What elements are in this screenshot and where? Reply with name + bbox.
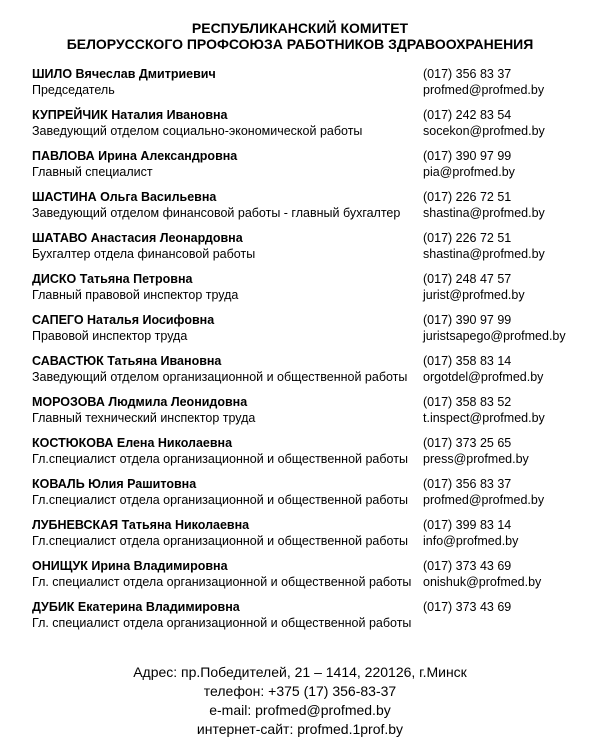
contact-left (32, 517, 423, 549)
contact-right (423, 599, 590, 631)
contact-email: orgotdel@profmed.by (423, 370, 544, 384)
contact-right (423, 517, 590, 549)
contact-right (423, 271, 590, 303)
contact-email: profmed@profmed.by (423, 493, 545, 507)
contact-left (32, 394, 423, 426)
contact-email: press@profmed.by (423, 452, 529, 466)
contact-position: Заведующий отделом социально-экономической работы (32, 124, 363, 138)
contact-right (423, 353, 590, 385)
contact-position: Главный специалист (32, 165, 153, 179)
contact-right (423, 230, 590, 262)
contact-position: Заведующий отделом финансовой работы - главный бухгалтер (32, 206, 401, 220)
contact-name: КОВАЛЬ Юлия Рашитовна (32, 477, 197, 491)
contact-position: Правовой инспектор труда (32, 329, 188, 343)
page-title (0, 20, 600, 52)
contact-right (423, 435, 590, 467)
contact-row (32, 517, 590, 549)
contact-right (423, 66, 590, 98)
contact-name: КОСТЮКОВА Елена Николаевна (32, 436, 233, 450)
contact-left (32, 271, 423, 303)
page-title-line1: РЕСПУБЛИКАНСКИЙ КОМИТЕТ (191, 20, 409, 36)
contact-phone: (017) 226 72 51 (423, 231, 512, 245)
contact-right (423, 476, 590, 508)
contact-phone: (017) 390 97 99 (423, 149, 512, 163)
contact-row (32, 476, 590, 508)
contact-left (32, 476, 423, 508)
contact-row (32, 394, 590, 426)
contact-left (32, 312, 423, 344)
contact-position: Гл. специалист отдела организационной и общественной работы (32, 616, 412, 630)
contact-name: ПАВЛОВА Ирина Александровна (32, 149, 238, 163)
contact-phone: (017) 373 43 69 (423, 600, 512, 614)
contact-left (32, 353, 423, 385)
contact-phone: (017) 356 83 37 (423, 67, 512, 81)
contact-phone: (017) 373 25 65 (423, 436, 512, 450)
contact-position: Председатель (32, 83, 115, 97)
contact-row (32, 353, 590, 385)
footer-email: e-mail: profmed@profmed.by (209, 702, 391, 718)
contact-name: САВАСТЮК Татьяна Ивановна (32, 354, 222, 368)
footer-address: Адрес: пр.Победителей, 21 – 1414, 220126, г.Минск (133, 664, 467, 680)
contact-row (32, 558, 590, 590)
contact-name: ОНИЩУК Ирина Владимировна (32, 559, 228, 573)
contact-left (32, 435, 423, 467)
footer-phone: телефон: +375 (17) 356-83-37 (203, 683, 397, 699)
contact-left (32, 230, 423, 262)
contact-phone: (017) 358 83 52 (423, 395, 512, 409)
contact-name: ДУБИК Екатерина Владимировна (32, 600, 240, 614)
contact-name: КУПРЕЙЧИК Наталия Ивановна (32, 108, 228, 122)
contact-left (32, 189, 423, 221)
contact-position: Гл.специалист отдела организационной и общественной работы (32, 493, 408, 507)
contact-email: socekon@profmed.by (423, 124, 545, 138)
contact-position: Гл. специалист отдела организационной и общественной работы (32, 575, 412, 589)
contact-email: shastina@profmed.by (423, 247, 545, 261)
contact-left (32, 107, 423, 139)
contact-right (423, 394, 590, 426)
contact-row (32, 107, 590, 139)
contact-phone: (017) 399 83 14 (423, 518, 512, 532)
contact-name: ЛУБНЕВСКАЯ Татьяна Николаевна (32, 518, 250, 532)
contact-left (32, 558, 423, 590)
contact-name: МОРОЗОВА Людмила Леонидовна (32, 395, 248, 409)
contact-row (32, 312, 590, 344)
contact-left (32, 148, 423, 180)
contact-position: Гл.специалист отдела организационной и общественной работы (32, 452, 408, 466)
contact-phone: (017) 390 97 99 (423, 313, 512, 327)
contact-name: ДИСКО Татьяна Петровна (32, 272, 193, 286)
contact-email: pia@profmed.by (423, 165, 515, 179)
contact-position: Главный технический инспектор труда (32, 411, 256, 425)
contact-row (32, 230, 590, 262)
contact-row (32, 148, 590, 180)
contact-email: shastina@profmed.by (423, 206, 545, 220)
contact-email: info@profmed.by (423, 534, 519, 548)
contact-position: Гл.специалист отдела организационной и общественной работы (32, 534, 408, 548)
contact-list (0, 66, 600, 631)
contact-phone: (017) 226 72 51 (423, 190, 512, 204)
contact-left (32, 599, 423, 631)
footer-website: интернет-сайт: profmed.1prof.by (196, 721, 404, 737)
contact-right (423, 312, 590, 344)
contact-position: Заведующий отделом организационной и общественной работы (32, 370, 408, 384)
contact-right (423, 107, 590, 139)
contact-row (32, 189, 590, 221)
contact-left (32, 66, 423, 98)
contact-phone: (017) 242 83 54 (423, 108, 512, 122)
contact-row (32, 271, 590, 303)
contact-right (423, 148, 590, 180)
contact-name: САПЕГО Наталья Иосифовна (32, 313, 215, 327)
contact-name: ШАТАВО Анастасия Леонардовна (32, 231, 243, 245)
contact-row (32, 599, 590, 631)
contact-row (32, 435, 590, 467)
contact-email: juristsapego@profmed.by (423, 329, 566, 343)
contact-phone: (017) 373 43 69 (423, 559, 512, 573)
contact-email: t.inspect@profmed.by (423, 411, 545, 425)
contact-right (423, 189, 590, 221)
contact-position: Бухгалтер отдела финансовой работы (32, 247, 256, 261)
contact-phone: (017) 248 47 57 (423, 272, 512, 286)
contact-right (423, 558, 590, 590)
contact-phone: (017) 358 83 14 (423, 354, 512, 368)
contact-name: ШАСТИНА Ольга Васильевна (32, 190, 217, 204)
contact-email: jurist@profmed.by (423, 288, 525, 302)
footer-contact-block (0, 663, 600, 739)
contact-position: Главный правовой инспектор труда (32, 288, 239, 302)
contact-email: onishuk@profmed.by (423, 575, 542, 589)
contact-name: ШИЛО Вячеслав Дмитриевич (32, 67, 216, 81)
contact-phone: (017) 356 83 37 (423, 477, 512, 491)
contact-row (32, 66, 590, 98)
page-title-line2: БЕЛОРУССКОГО ПРОФСОЮЗА РАБОТНИКОВ ЗДРАВООХРАНЕНИЯ (66, 36, 534, 52)
contact-email: profmed@profmed.by (423, 83, 545, 97)
